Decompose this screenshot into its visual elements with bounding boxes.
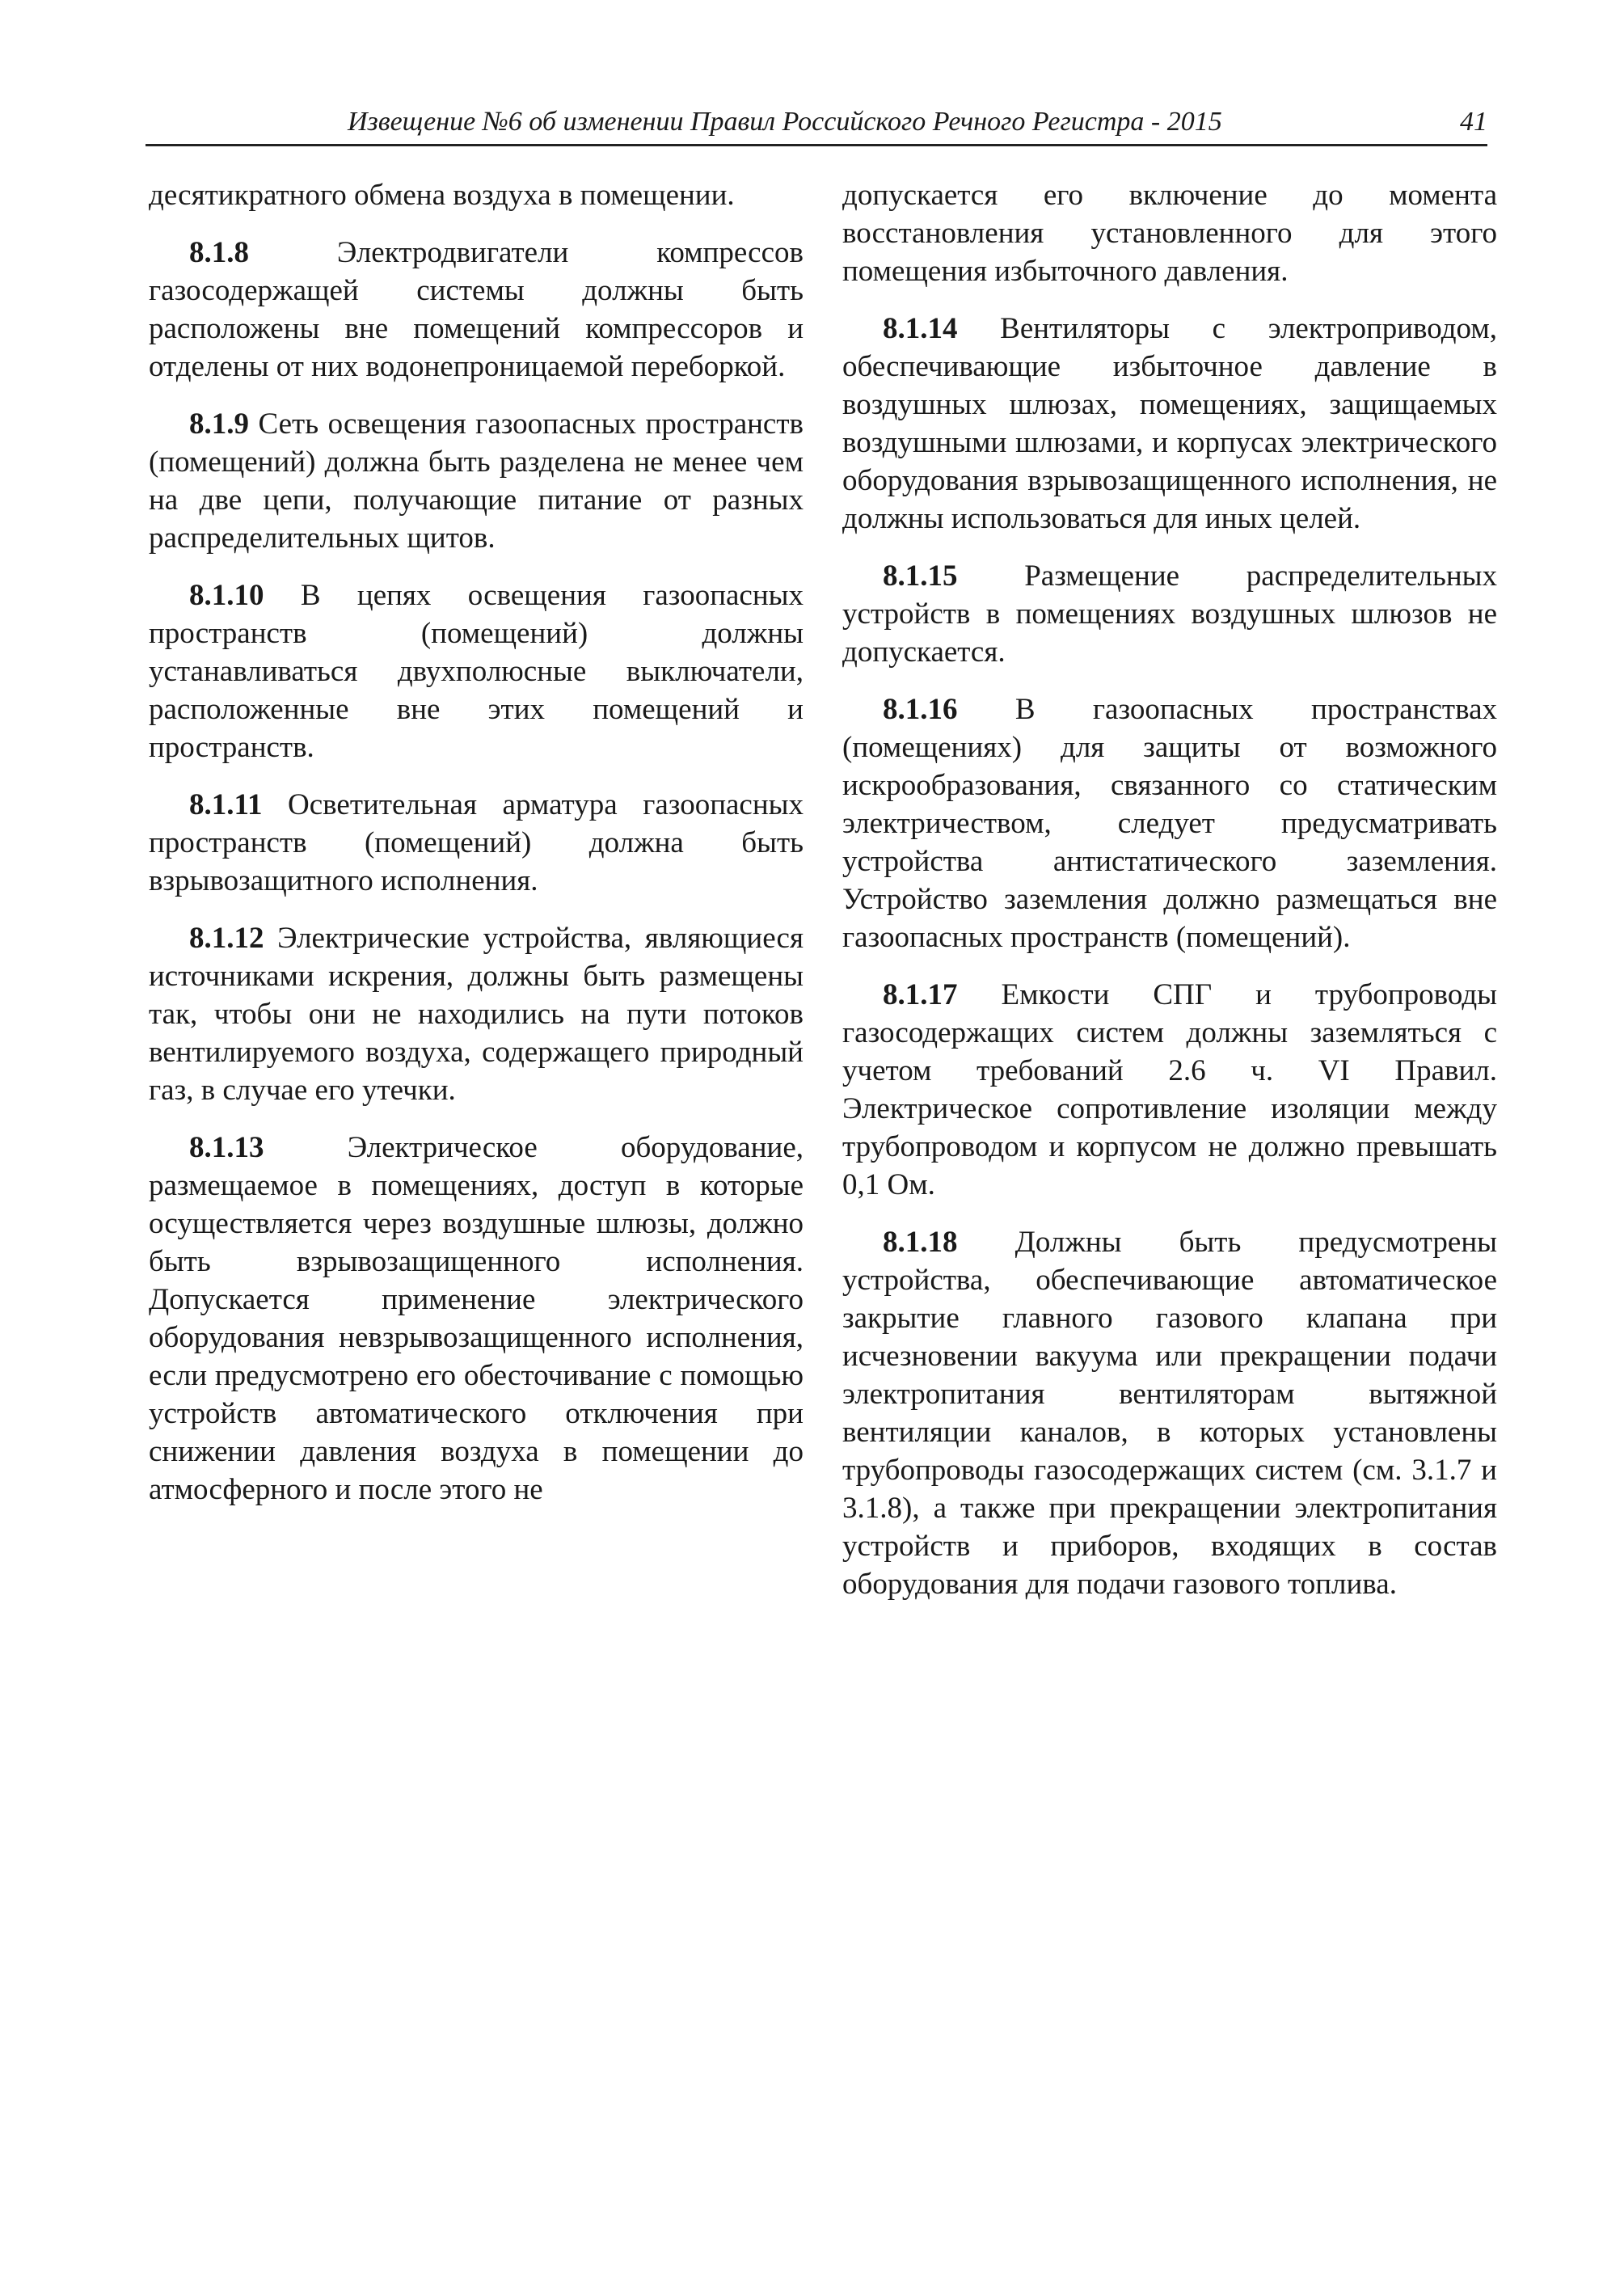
section-text: Вентиляторы с электроприводом, обеспечивающие избыточное давление в воздушных шлюзах, помещениях, защищаемых воздушными шлюзами, и корпусах электрического оборудования взрывозащищенного исполнения, не должны использоваться для иных целей.: [842, 312, 1497, 535]
section-number: 8.1.14: [883, 312, 958, 345]
section-8-1-15: [842, 557, 1497, 671]
section-number: 8.1.10: [189, 579, 264, 612]
section-number: 8.1.11: [189, 788, 263, 821]
section-number: 8.1.16: [883, 693, 958, 726]
paragraph-text: десятикратного обмена воздуха в помещении.: [149, 179, 735, 212]
continuation-paragraph: [149, 176, 804, 214]
header-title: Извещение №6 об изменении Правил Российского Речного Регистра - 2015: [348, 107, 1222, 137]
paragraph-text: допускается его включение до момента восстановления установленного для этого помещения избыточного давления.: [842, 179, 1497, 288]
section-8-1-14: [842, 310, 1497, 538]
section-8-1-16: [842, 690, 1497, 956]
section-number: 8.1.18: [883, 1226, 958, 1259]
section-8-1-18: [842, 1223, 1497, 1603]
section-8-1-13: [149, 1129, 804, 1509]
section-number: 8.1.8: [189, 236, 249, 269]
left-column: [149, 176, 804, 1528]
section-number: 8.1.13: [189, 1131, 264, 1164]
section-number: 8.1.17: [883, 978, 958, 1011]
section-number: 8.1.9: [189, 407, 249, 441]
section-text: Размещение распределительных устройств в помещениях воздушных шлюзов не допускается.: [842, 559, 1497, 669]
section-8-1-17: [842, 976, 1497, 1204]
section-text: Емкости СПГ и трубопроводы газосодержащих систем должны заземляться с учетом требований 2.6 ч. VI Правил. Электрическое сопротивление изоляции между трубопроводом и корпусом не должно превышать 0,1 Ом.: [842, 978, 1497, 1201]
section-8-1-8: [149, 234, 804, 386]
section-text: Осветительная арматура газоопасных пространств (помещений) должна быть взрывозащитного исполнения.: [149, 788, 804, 897]
section-text: Электрическое оборудование, размещаемое в помещениях, доступ в которые осуществляется через воздушные шлюзы, должно быть взрывозащищенного исполнения. Допускается применение электрического оборудования невзрывозащищенного исполнения, если предусмотрено его обесточивание с помощью устройств автоматического отключения при снижении давления воздуха в помещении до атмосферного и после этого не: [149, 1131, 804, 1506]
section-number: 8.1.15: [883, 559, 958, 593]
section-8-1-9: [149, 405, 804, 557]
running-header: [146, 103, 1487, 146]
section-text: Сеть освещения газоопасных пространств (помещений) должна быть разделена не менее чем на две цепи, получающие питание от разных распределительных щитов.: [149, 407, 804, 555]
section-text: Должны быть предусмотрены устройства, обеспечивающие автоматическое закрытие главного газового клапана при исчезновении вакуума или прекращении подачи электропитания вентиляторам вытяжной вентиляции каналов, в которых установлены трубопроводы газосодержащих систем (см. 3.1.7 и 3.1.8), а также при прекращении электропитания устройств и приборов, входящих в состав оборудования для подачи газового топлива.: [842, 1226, 1498, 1601]
section-text: В цепях освещения газоопасных пространств (помещений) должны устанавливаться двухполюсные выключатели, расположенные вне этих помещений и пространств.: [149, 579, 804, 764]
page-number: 41: [1460, 107, 1487, 137]
right-column: [842, 176, 1497, 1623]
section-8-1-11: [149, 786, 804, 900]
section-text: В газоопасных пространствах (помещениях) для защиты от возможного искрообразования, связанного со статическим электричеством, следует предусматривать устройства антистатического заземления. Устройство заземления должно размещаться вне газоопасных пространств (помещений).: [842, 693, 1497, 954]
section-text: Электрические устройства, являющиеся источниками искрения, должны быть размещены так, чтобы они не находились на пути потоков вентилируемого воздуха, содержащего природный газ, в случае его утечки.: [149, 922, 804, 1107]
section-8-1-12: [149, 919, 804, 1109]
section-number: 8.1.12: [189, 922, 264, 955]
section-text: Электродвигатели компрессов газосодержащей системы должны быть расположены вне помещений компрессоров и отделены от них водонепроницаемой переборкой.: [149, 236, 804, 383]
continuation-paragraph: [842, 176, 1497, 290]
section-8-1-10: [149, 576, 804, 766]
